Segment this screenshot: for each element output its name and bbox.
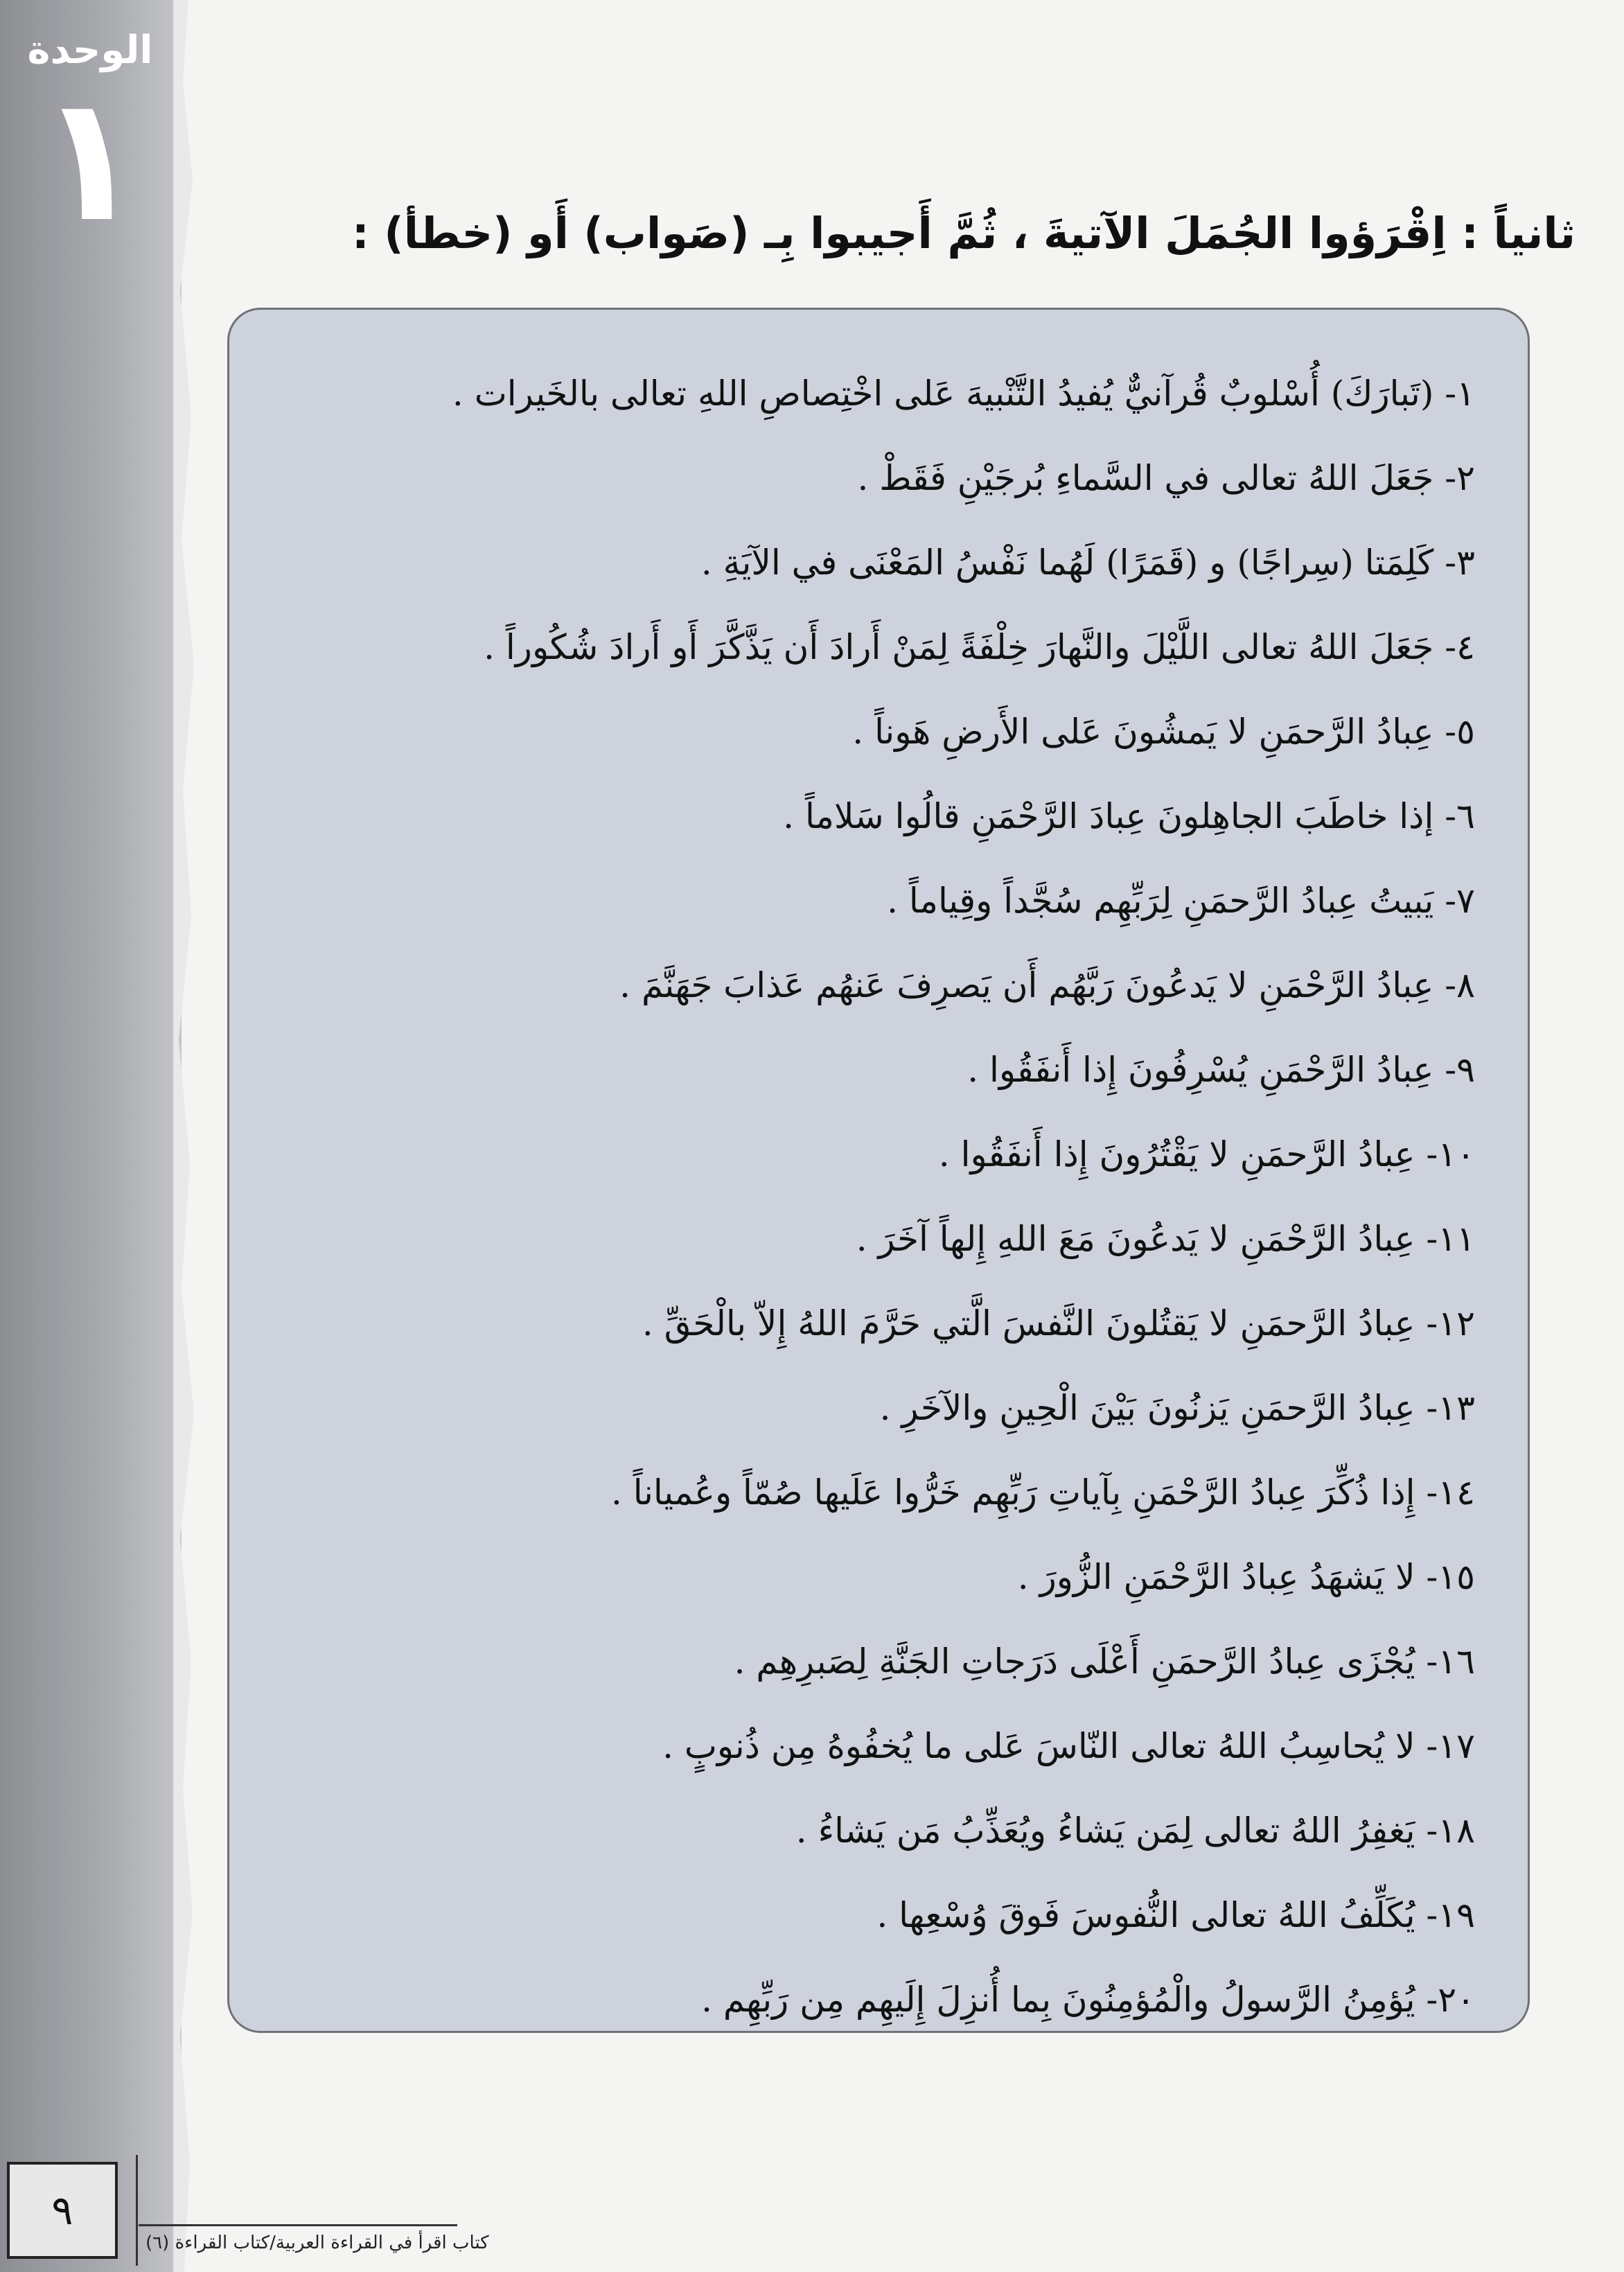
statement-item: ١١- عِبادُ الرَّحْمَنِ لا يَدعُونَ مَعَ اللهِ إِلهاً آخَرَ . [856,1219,1475,1259]
statement-item: ٣- كَلِمَتا (سِراجًا) و (قَمَرًا) لَهُما نَفْسُ المَعْنَى في الآيَةِ . [700,543,1475,583]
unit-label: الوحدة [27,28,153,73]
statement-item: ١٨- يَغفِرُ اللهُ تعالى لِمَن يَشاءُ ويُعَذِّبُ مَن يَشاءُ . [795,1811,1475,1851]
statement-item: ١٣- عِبادُ الرَّحمَنِ يَزنُونَ بَيْنَ الْحِينِ والآخَرِ . [879,1388,1475,1428]
book-title: كتاب اقرأ في القراءة العربية/كتاب القراءة (٦) [145,2233,489,2253]
torn-paper-edge [173,0,201,2272]
statements-list [229,351,1528,2042]
statement-item: ٨- عِبادُ الرَّحْمَنِ لا يَدعُونَ رَبَّهُم أَن يَصرِفَ عَنهُم عَذابَ جَهَنَّمَ . [619,965,1475,1005]
unit-sidebar [0,0,182,2272]
statement-item: ١٢- عِبادُ الرَّحمَنِ لا يَقتُلونَ النَّفسَ الَّتي حَرَّمَ اللهُ إِلاّ بالْحَقِّ . [642,1303,1475,1344]
statement-item: ١٤- إِذا ذُكِّرَ عِبادُ الرَّحْمَنِ بِآياتِ رَبِّهِم خَرُّوا عَلَيها صُمّاً وعُمياناً . [610,1472,1475,1513]
statement-item: ١٩- يُكَلِّفُ اللهُ تعالى النُّفوسَ فَوقَ وُسْعِها . [876,1895,1475,1935]
footer-divider [136,2155,138,2266]
page-number: ٩ [7,2162,118,2259]
statement-item: ٩- عِبادُ الرَّحْمَنِ يُسْرِفُونَ إِذا أَنفَقُوا . [967,1050,1475,1090]
statement-item: ٢٠- يُؤمِنُ الرَّسولُ والْمُؤمِنُونَ بِما أُنزِلَ إِلَيهِم مِن رَبِّهِم . [701,1980,1475,2020]
statement-item: ٦- إذا خاطَبَ الجاهِلونَ عِبادَ الرَّحْمَنِ قالُوا سَلاماً . [783,796,1475,836]
statements-panel [227,308,1530,2033]
footer-rule [139,2224,457,2226]
statement-item: ١٧- لا يُحاسِبُ اللهُ تعالى النّاسَ عَلى ما يُخفُوهُ مِن ذُنوبٍ . [662,1726,1475,1766]
statement-item: ٤- جَعَلَ اللهُ تعالى اللَّيْلَ والنَّهارَ خِلْفَةً لِمَنْ أَرادَ أَن يَذَّكَّرَ أَو أَرادَ شُكُوراً . [484,627,1475,667]
statement-item: ٥- عِبادُ الرَّحمَنِ لا يَمشُونَ عَلى الأَرضِ هَوناً . [852,712,1475,752]
statement-item: ١٦- يُجْزَى عِبادُ الرَّحمَنِ أَعْلَى دَرَجاتِ الجَنَّةِ لِصَبرِهِم . [734,1641,1475,1682]
statement-item: ٢- جَعَلَ اللهُ تعالى في السَّماءِ بُرجَيْنِ فَقَطْ . [857,458,1475,498]
statement-item: ١- (تَبارَكَ) أُسْلوبٌ قُرآنيٌّ يُفيدُ التَّنْبيهَ عَلى اخْتِصاصِ اللهِ تعالى بالخَيرات . [452,373,1475,414]
statement-item: ٧- يَبيتُ عِبادُ الرَّحمَنِ لِرَبِّهِم سُجَّداً وقِياماً . [887,881,1475,921]
statement-item: ١٥- لا يَشهَدُ عِبادُ الرَّحْمَنِ الزُّورَ . [1017,1557,1475,1597]
exercise-instruction: ثانياً : اِقْرَؤوا الجُمَلَ الآتيةَ ، ثُمَّ أَجيبوا بِـ (صَواب) أَو (خطأ) : [352,208,1576,258]
unit-number: ١ [37,58,143,260]
statement-item: ١٠- عِبادُ الرَّحمَنِ لا يَقْتُرُونَ إِذا أَنفَقُوا . [938,1134,1475,1174]
